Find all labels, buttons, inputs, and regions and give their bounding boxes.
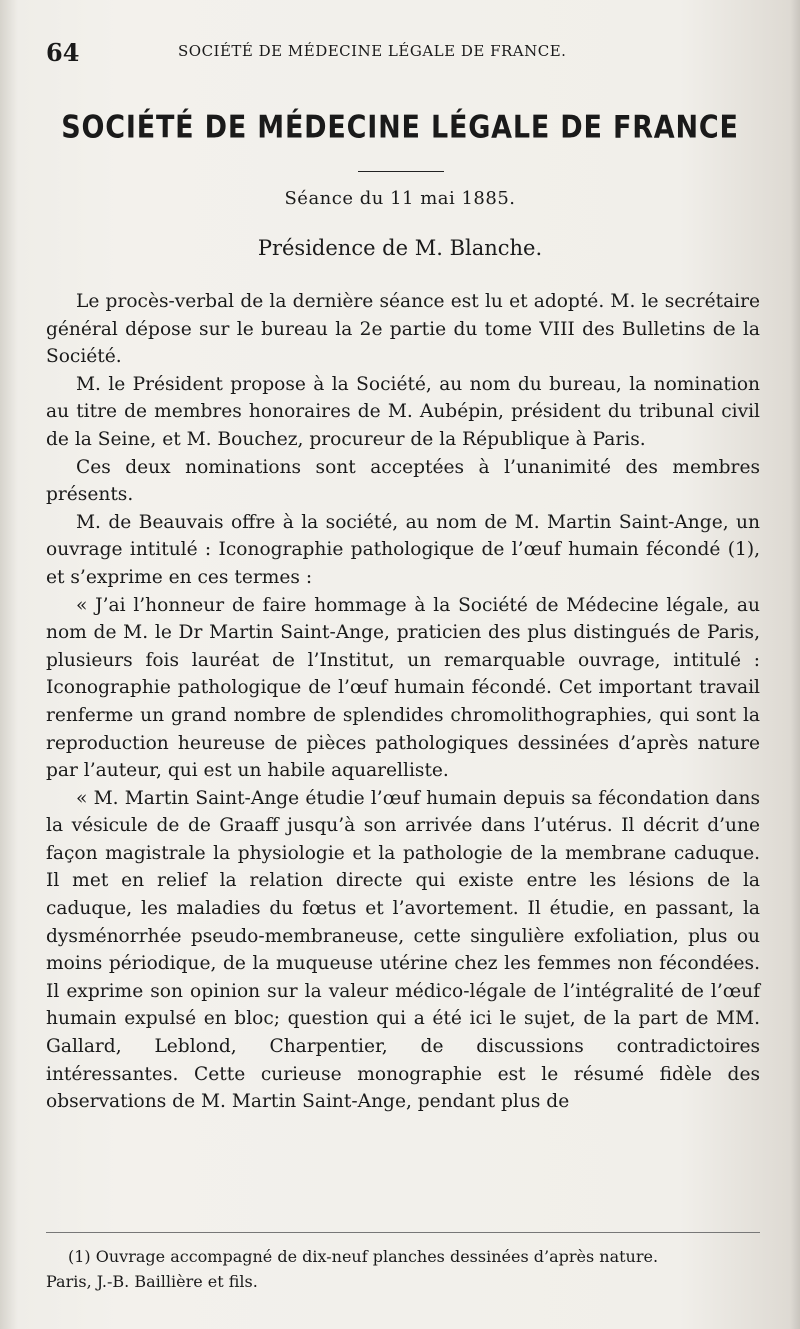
paragraph-5: « J’ai l’honneur de faire hommage à la Société de Médecine légale, au nom de M. le Dr Martin Saint-Ange, praticien des plus distingués de Paris, plusieurs fois lauréat de l’Institut, un remarquable ouvrage, intitulé : Iconographie pathologique de l’œuf humain fécondé. Cet important travail renferme un grand nombre de splendides chromolithographies, qui sont la reproduction heureuse de pièces pathologiques dessinées d’après nature par l’auteur, qui est un habile aquarelliste. [46,594,760,782]
page-header [46,38,746,67]
paragraph-4: M. de Beauvais offre à la société, au nom de M. Martin Saint-Ange, un ouvrage intitulé : Iconographie pathologique de l’œuf humain fécondé (1), et s’exprime en ces termes : [46,511,760,588]
section-title: SOCIÉTÉ DE MÉDECINE LÉGALE DE FRANCE [61,109,739,146]
page-number: 64 [46,38,80,67]
paragraph-3: Ces deux nominations sont acceptées à l’unanimité des membres présents. [46,456,760,506]
footnote-line-2: Paris, J.-B. Baillière et fils. [46,1272,258,1291]
footnote-divider [46,1232,760,1233]
session-date: Séance du 11 mai 1885. [284,188,516,209]
title-divider [358,171,444,172]
footnote [46,1244,760,1294]
running-head: SOCIÉTÉ DE MÉDECINE LÉGALE DE FRANCE. [178,42,567,60]
paragraph-6: « M. Martin Saint-Ange étudie l’œuf humain depuis sa fécondation dans la vésicule de de Graaff jusqu’à son arrivée dans l’utérus. Il décrit d’une façon magistrale la physiologie et la pathologie de la membrane caduque. Il met en relief la relation directe qui existe entre les lésions de la caduque, les maladies du fœtus et l’avortement. Il étudie, en passant, la dysménorrhée pseudo-membraneuse, cette singulière exfoliation, plus ou moins périodique, de la muqueuse utérine chez les femmes non fécondées. Il exprime son opinion sur la valeur médico-légale de l’intégralité de l’œuf humain expulsé en bloc; question qui a été ici le sujet, de la part de MM. Gallard, Leblond, Charpentier, de discussions contradictoires intéressantes. Cette curieuse monographie est le résumé fidèle des observations de M. Martin Saint-Ange, pendant plus de [46,787,760,1113]
footnote-line-1: (1) Ouvrage accompagné de dix-neuf planches dessinées d’après nature. [68,1247,659,1266]
presidency-line: Présidence de M. Blanche. [257,236,543,260]
paragraph-1: Le procès-verbal de la dernière séance est lu et adopté. M. le secrétaire général dépose sur le bureau la 2e partie du tome VIII des Bulletins de la Société. [46,291,760,368]
body-text [46,288,760,1116]
paragraph-2: M. le Président propose à la Société, au nom du bureau, la nomination au titre de membres honoraires de M. Aubépin, président du tribunal civil de la Seine, et M. Bouchez, procureur de la République à Paris. [46,373,760,450]
